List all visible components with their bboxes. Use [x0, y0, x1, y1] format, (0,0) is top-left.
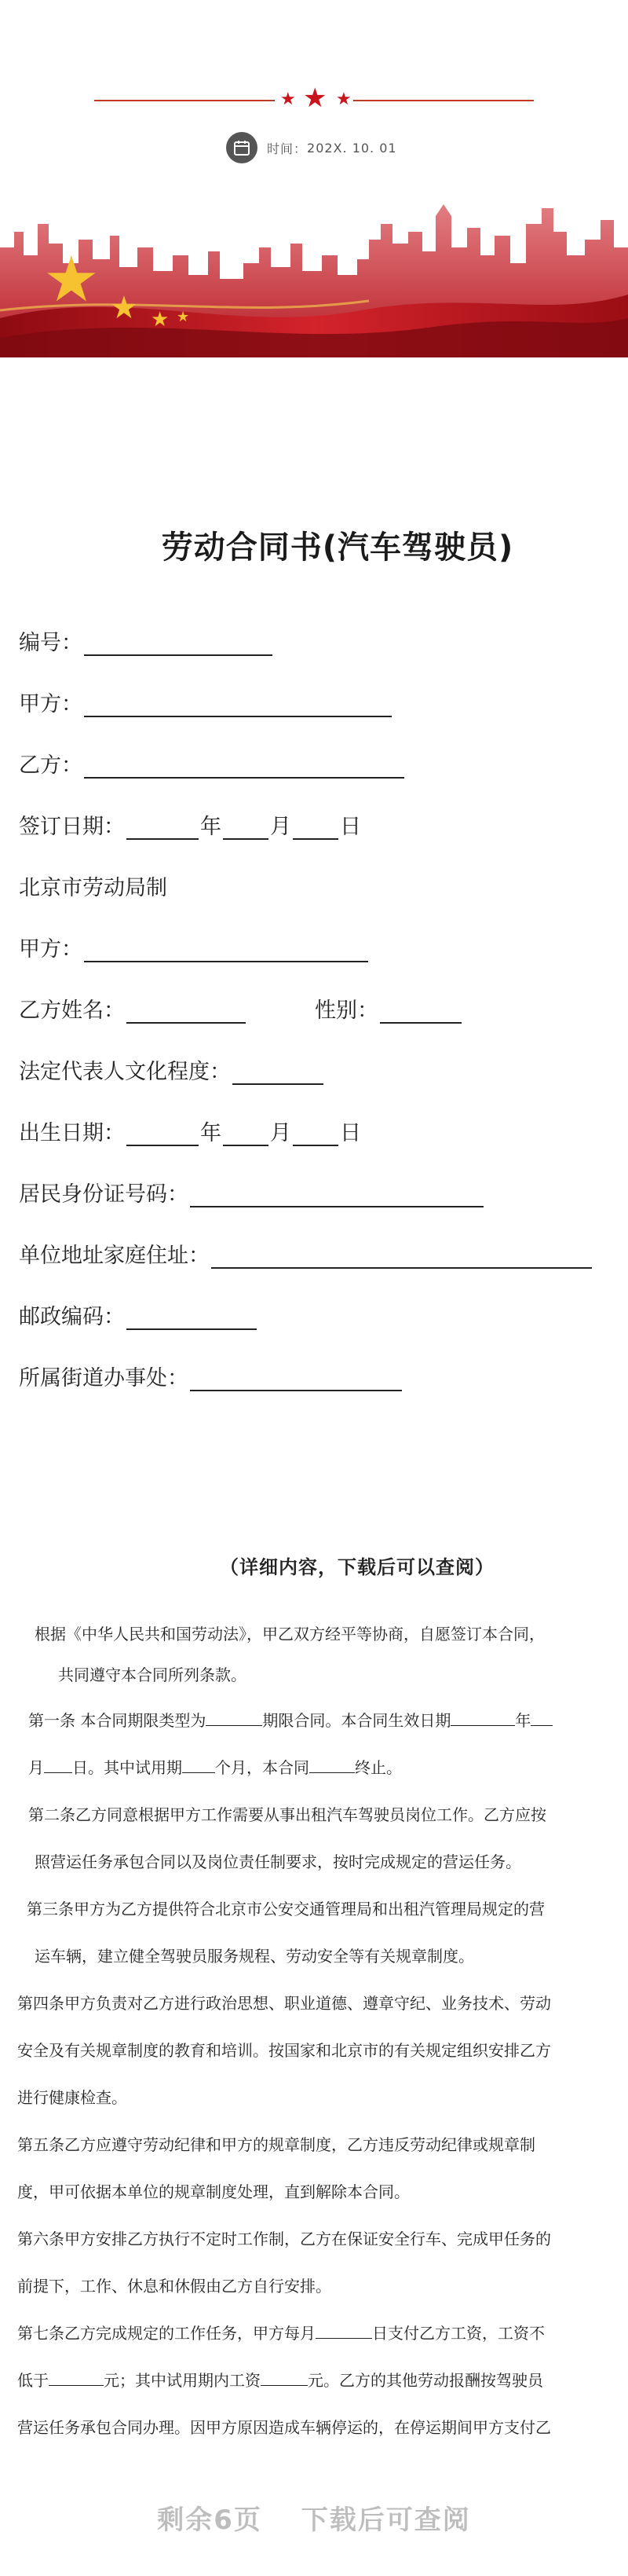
blank-legal-rep-edu — [232, 1060, 323, 1085]
issuer-text: 北京市劳动局制 — [19, 876, 167, 900]
blank-id-number — [190, 1182, 484, 1207]
header-line-right — [353, 100, 534, 101]
clause-1 — [17, 1697, 614, 1791]
field-label: 编号： — [19, 631, 82, 655]
clause-line: 第四条甲方负责对乙方进行政治思想、职业道德、遵章守纪、业务技术、劳动 — [17, 1994, 551, 2013]
blank — [261, 2368, 308, 2386]
blank-postcode — [126, 1305, 257, 1330]
field-address — [19, 1238, 593, 1269]
time-value: 202X. 10. 01 — [307, 140, 397, 156]
star-icon: ★ — [177, 309, 190, 325]
clause-2 — [17, 1791, 614, 1885]
clause-line — [17, 2357, 614, 2404]
clause-line: 度，甲可依据本单位的规章制度处理，直到解除本合同。 — [17, 2182, 410, 2201]
date-row — [226, 132, 397, 163]
blank — [44, 1755, 72, 1773]
blank-party-a — [84, 692, 392, 717]
blank-street-office — [190, 1366, 402, 1391]
blank — [531, 1708, 553, 1726]
field-label: 邮政编码： — [19, 1305, 125, 1329]
clause-4 — [17, 1980, 614, 2121]
clause-line: 第五条乙方应遵守劳动纪律和甲方的规章制度，乙方违反劳动纪律或规章制 — [17, 2135, 535, 2154]
field-sign-date — [19, 809, 361, 840]
clause-7 — [17, 2310, 614, 2451]
field-label: 单位地址家庭住址： — [19, 1244, 210, 1268]
blank-party-b — [84, 753, 404, 779]
clause-line: 安全及有关规章制度的教育和培训。按国家和北京市的有关规定组织安排乙方 — [17, 2041, 551, 2060]
blank-birth-year — [126, 1121, 199, 1146]
field-label: 乙方姓名： — [19, 999, 125, 1023]
field-party-a — [19, 687, 393, 717]
blank — [206, 1708, 262, 1726]
clause-line — [17, 2310, 614, 2357]
clause-text: 个月，本合同 — [215, 1758, 309, 1777]
blank-number — [84, 631, 272, 656]
star-icon: ★ — [151, 308, 170, 332]
clause-line: 第六条甲方安排乙方执行不定时工作制，乙方在保证安全行车、完成甲任务的 — [17, 2230, 551, 2248]
clause-text: 终止。 — [355, 1758, 402, 1777]
clause-5 — [17, 2121, 614, 2215]
blank — [49, 2368, 104, 2386]
month-label: 月 — [270, 1121, 291, 1145]
clause-line: 共同遵守本合同所列条款。 — [58, 1665, 246, 1684]
clause-3 — [17, 1885, 614, 1980]
clause-line: 第三条甲方为乙方提供符合北京市公安交通管理局和出租汽管理局规定的营 — [27, 1900, 545, 1918]
document-title: 劳动合同书(汽车驾驶员) — [161, 529, 514, 566]
blank-birth-day — [293, 1121, 338, 1146]
field-id-number — [19, 1177, 485, 1207]
clause-text: 元。乙方的其他劳动报酬按驾驶员 — [308, 2371, 543, 2390]
clause-text: 第七条乙方完成规定的工作任务，甲方每月 — [17, 2324, 316, 2343]
blank — [309, 1755, 355, 1773]
clause-line: 营运任务承包合同办理。因甲方原因造成车辆停运的，在停运期间甲方支付乙 — [17, 2418, 551, 2437]
field-label: 出生日期： — [19, 1121, 125, 1145]
field-label: 甲方： — [19, 937, 82, 962]
blank — [316, 2321, 372, 2339]
clause-text: 日。其中试用期 — [72, 1758, 182, 1777]
star-icon: ★ — [110, 290, 138, 326]
field-issuer — [19, 870, 167, 901]
day-label: 日 — [340, 1121, 361, 1145]
remaining-pages: 剩余6页 — [157, 2505, 262, 2536]
year-label: 年 — [200, 815, 221, 839]
field-label: 甲方： — [19, 692, 82, 716]
download-note: （详细内容，下载后可以查阅） — [220, 1556, 495, 1578]
star-icon: ★ — [336, 90, 352, 109]
clause-6 — [17, 2215, 614, 2310]
skyline-banner — [0, 200, 628, 357]
blank-year — [126, 815, 199, 840]
field-number — [19, 625, 274, 656]
blank-birth-month — [223, 1121, 268, 1146]
field-party-b — [19, 748, 406, 779]
calendar-icon — [226, 132, 257, 163]
clause-line: 第二条乙方同意根据甲方工作需要从事出租汽车驾驶员岗位工作。乙方应按 — [28, 1805, 546, 1824]
blank-month — [223, 815, 268, 840]
field-label: 所属街道办事处： — [19, 1366, 188, 1391]
blank-address — [211, 1244, 592, 1269]
field-party-a-2 — [19, 932, 370, 962]
gender-label: 性别： — [315, 999, 378, 1023]
clause-line: 照营运任务承包合同以及岗位责任制要求，按时完成规定的营运任务。 — [35, 1852, 521, 1871]
field-label: 乙方： — [19, 753, 82, 778]
clause-text: 第一条 本合同期限类型为 — [28, 1711, 206, 1730]
blank — [451, 1708, 515, 1726]
download-footer[interactable] — [0, 2498, 628, 2537]
field-label: 居民身份证号码： — [19, 1182, 188, 1207]
field-label: 法定代表人文化程度： — [19, 1060, 231, 1084]
clause-line: 运车辆，建立健全驾驶员服务规程、劳动安全等有关规章制度。 — [35, 1947, 474, 1966]
star-icon: ★ — [280, 90, 296, 109]
field-postcode — [19, 1299, 258, 1330]
field-label: 签订日期： — [19, 815, 125, 839]
clause-line: 根据《中华人民共和国劳动法》，甲乙双方经平等协商，自愿签订本合同， — [35, 1625, 545, 1643]
clause-text: 月 — [28, 1758, 44, 1777]
clause-text: 元；其中试用期内工资 — [104, 2371, 261, 2390]
header-line-left — [94, 100, 275, 101]
clause-text: 期限合同。本合同生效日期 — [262, 1711, 451, 1730]
field-birth-date — [19, 1116, 361, 1146]
download-link[interactable]: 下载后可查阅 — [301, 2505, 471, 2536]
clause-line — [17, 1697, 614, 1744]
clause-text: 日支付乙方工资，工资不 — [372, 2324, 545, 2343]
blank-party-a-2 — [84, 937, 368, 962]
year-label: 年 — [200, 1121, 221, 1145]
star-icon: ★ — [303, 82, 327, 114]
clause-line: 进行健康检查。 — [17, 2088, 127, 2107]
blank-party-b-name — [126, 999, 246, 1024]
clause-line: 前提下，工作、休息和休假由乙方自行安排。 — [17, 2277, 331, 2296]
clause-intro — [17, 1610, 614, 1698]
blank-day — [293, 815, 338, 840]
blank — [182, 1755, 215, 1773]
clause-text: 年 — [515, 1711, 531, 1730]
star-icon: ★ — [43, 243, 100, 316]
field-street-office — [19, 1361, 403, 1391]
time-label: 时间： — [267, 141, 308, 156]
month-label: 月 — [270, 815, 291, 839]
day-label: 日 — [340, 815, 361, 839]
field-party-b-name — [19, 993, 463, 1024]
field-legal-rep-edu — [19, 1054, 325, 1085]
clause-line — [17, 1744, 614, 1791]
clause-text: 低于 — [17, 2371, 49, 2390]
blank-gender — [380, 999, 462, 1024]
